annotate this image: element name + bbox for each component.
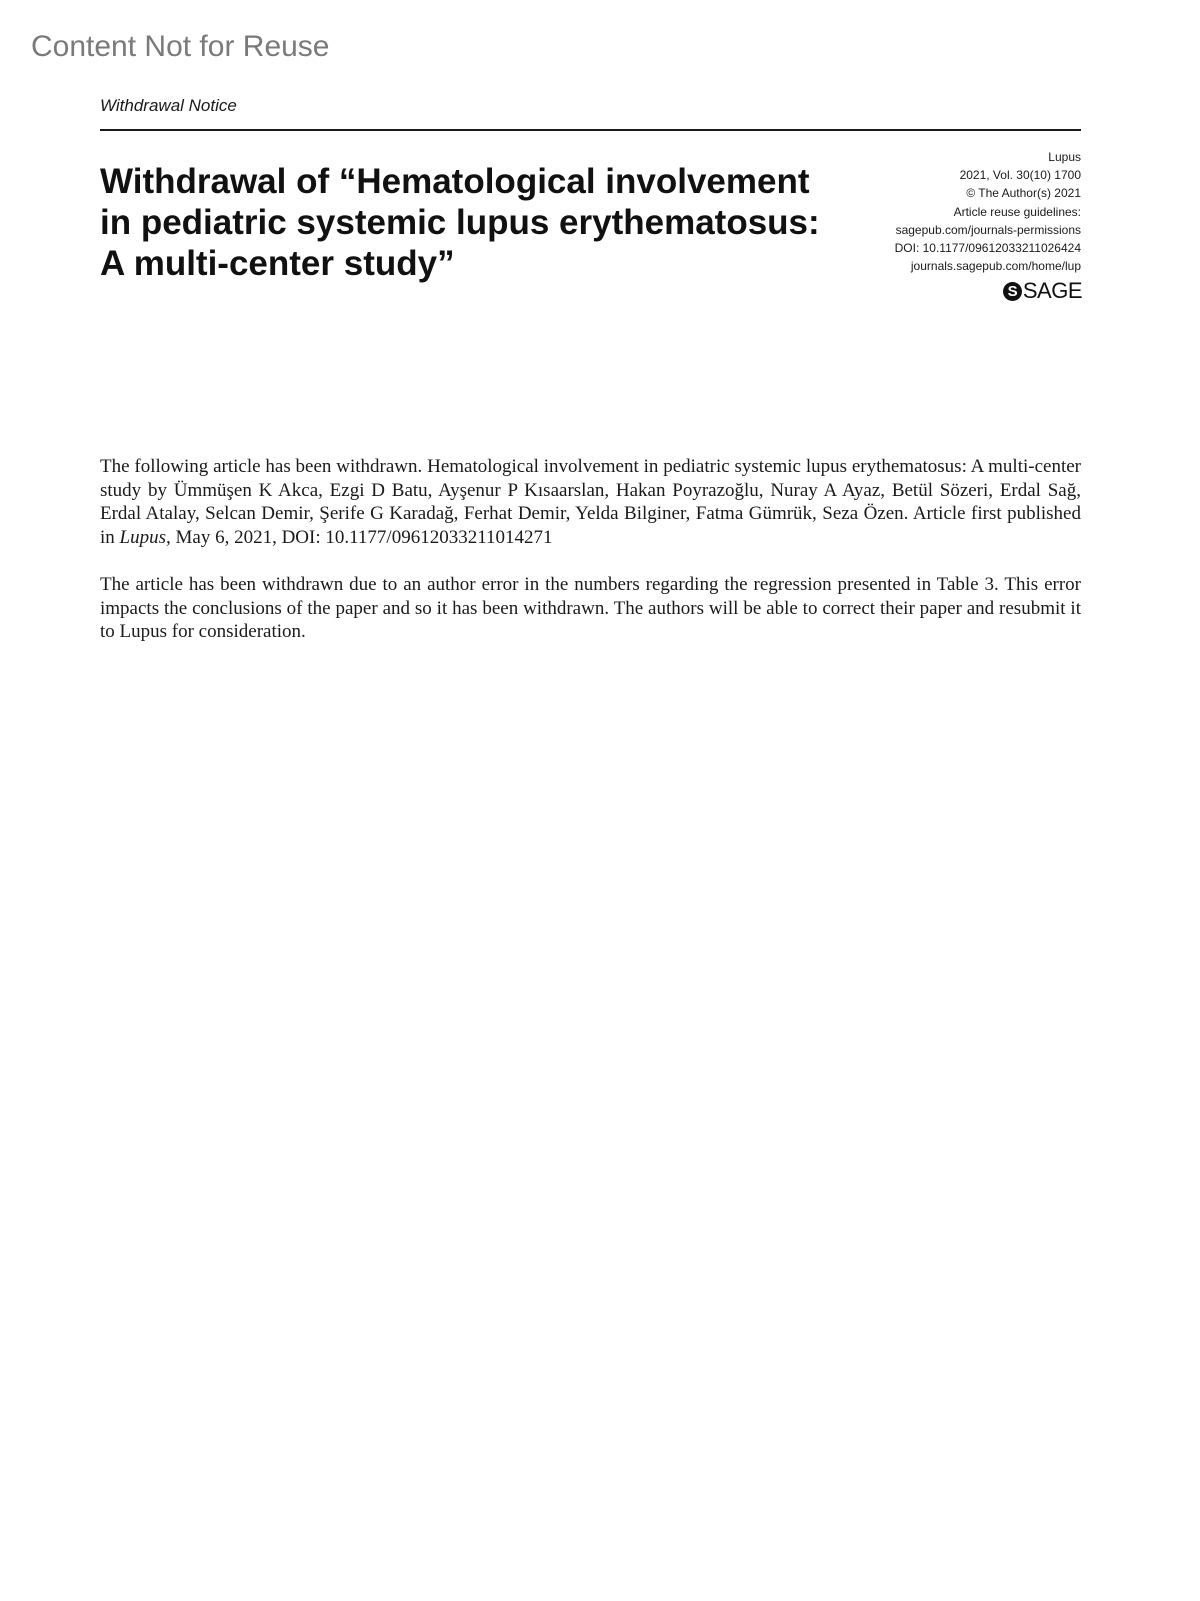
publisher-logo-text: SAGE <box>1022 278 1082 303</box>
reason-paragraph: The article has been withdrawn due to an author error in the numbers regarding the regression presented in Table 3. This error impacts the conclusions of the paper and so it has been withdrawn. The authors will be able to correct their paper and resubmit it to Lupus for consideration. <box>100 574 1081 642</box>
journal-name: Lupus <box>1048 150 1081 164</box>
sage-s-icon: S <box>1003 282 1022 301</box>
watermark-text: Content Not for Reuse <box>31 30 330 63</box>
journal-homepage-link[interactable]: journals.sagepub.com/home/lup <box>910 259 1081 274</box>
reuse-label: Article reuse guidelines: <box>953 204 1081 219</box>
publisher-logo <box>1003 278 1082 304</box>
journal-metadata <box>895 148 1081 275</box>
permissions-link[interactable]: sagepub.com/journals-permissions <box>895 222 1081 237</box>
page-title: Withdrawal of “Hematological involvement in pediatric systemic lupus erythematosus: A multi-center study” <box>100 162 820 283</box>
withdrawal-paragraph <box>100 455 1081 549</box>
header-divider <box>100 129 1081 131</box>
doi-line[interactable]: DOI: 10.1177/09612033211026424 <box>894 241 1081 256</box>
journal-volume: 2021, Vol. 30(10) 1700 <box>959 168 1081 183</box>
article-type-label: Withdrawal Notice <box>100 96 237 115</box>
copyright-line: © The Author(s) 2021 <box>966 186 1081 201</box>
withdrawal-paragraph-text: The following article has been withdrawn. Hematological involvement in pediatric systemic lupus erythematosus: A multi-center study by Ümmüşen K Akca, Ezgi D Batu, Ayşenur P Kısaarslan, Hakan Poyrazoğlu, Nuray A Ayaz, Betül Sözeri, Erdal Sağ, Erdal Atalay, Selcan Demir, Şerife G Karadağ, Ferhat Demir, Yelda Bilginer, Fatma Gümrük, Seza Özen. Article first published in <box>100 456 1081 548</box>
journal-name-italic: Lupus, <box>119 526 171 548</box>
withdrawal-paragraph-doi: May 6, 2021, DOI: 10.1177/09612033211014271 <box>175 526 553 548</box>
